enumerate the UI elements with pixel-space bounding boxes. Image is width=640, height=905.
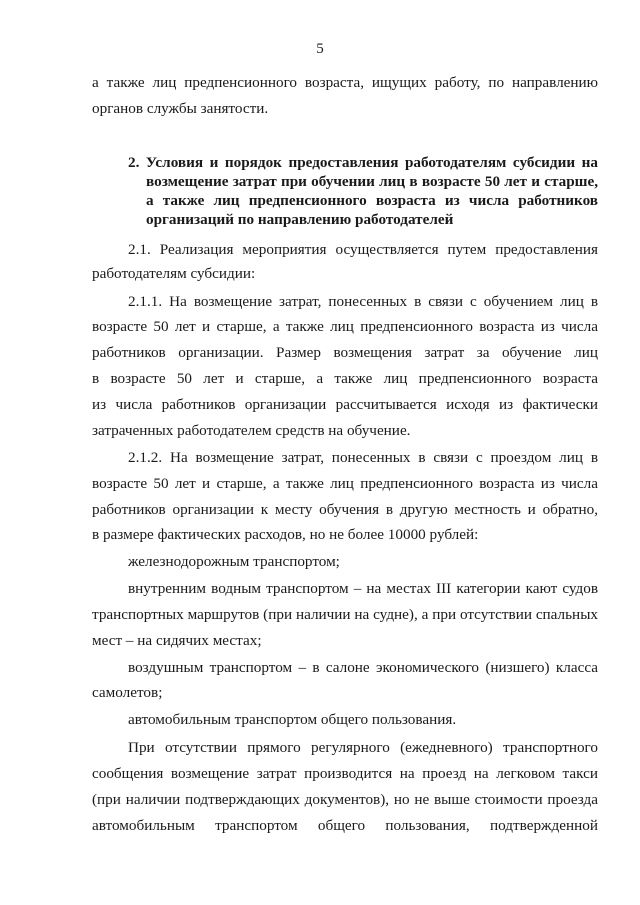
paragraph-2-1-1-line: в возрасте 50 лет и старше, а также лиц предпенсионного возраста — [92, 370, 598, 387]
paragraph-2-1-1-line: возрасте 50 лет и старше, а также лиц предпенсионного возраста из числа — [92, 318, 598, 335]
item-auto: автомобильным транспортом общего пользования. — [128, 711, 457, 728]
paragraph-taxi-line: автомобильным транспортом общего пользования, подтвержденной — [92, 817, 598, 834]
item-air-line: воздушным транспортом – в салоне экономического (низшего) класса — [128, 659, 598, 676]
paragraph-2-1-1-line: 2.1.1. На возмещение затрат, понесенных в связи с обучением лиц в — [128, 293, 598, 310]
paragraph-taxi-line: (при наличии подтверждающих документов), но не выше стоимости проезда — [92, 791, 598, 808]
intro-line: органов службы занятости. — [92, 100, 269, 117]
paragraph-taxi-line: сообщения возмещение затрат производится на проезд на легковом такси — [92, 765, 598, 782]
item-rail: железнодорожным транспортом; — [128, 553, 340, 570]
section-heading-line: а также лиц предпенсионного возраста из числа работников — [146, 192, 598, 209]
intro-line: а также лиц предпенсионного возраста, ищущих работу, по направлению — [92, 74, 598, 91]
paragraph-2-1-2-line: в размере фактических расходов, но не более 10000 рублей: — [92, 526, 479, 543]
paragraph-2-1-2-line: 2.1.2. На возмещение затрат, понесенных в связи с проездом лиц в — [128, 449, 598, 466]
item-water-line: внутренним водным транспортом – на местах III категории кают судов — [128, 580, 598, 597]
paragraph-2-1-1-line: работников организации. Размер возмещения затрат за обучение лиц — [92, 344, 598, 361]
paragraph-2-1-line: работодателям субсидии: — [92, 265, 256, 282]
paragraph-2-1-1-line: из числа работников организации рассчитывается исходя из фактически — [92, 396, 598, 413]
item-air-line: самолетов; — [92, 684, 163, 701]
paragraph-2-1-2-line: работников организации к месту обучения в другую местность и обратно, — [92, 501, 598, 518]
section-heading-line: возмещение затрат при обучении лиц в возрасте 50 лет и старше, — [146, 173, 598, 190]
section-heading-line: организаций по направлению работодателей — [146, 211, 454, 228]
paragraph-2-1-1-line: затраченных работодателем средств на обучение. — [92, 422, 411, 439]
item-water-line: транспортных маршрутов (при наличии на судне), а при отсутствии спальных — [92, 606, 598, 623]
paragraph-2-1-line: 2.1. Реализация мероприятия осуществляется путем предоставления — [128, 241, 598, 258]
section-heading-line: 2. Условия и порядок предоставления работодателям субсидии на — [128, 154, 598, 171]
paragraph-taxi-line: При отсутствии прямого регулярного (ежедневного) транспортного — [128, 739, 598, 756]
item-water-line: мест – на сидячих местах; — [92, 632, 262, 649]
paragraph-2-1-2-line: возрасте 50 лет и старше, а также лиц предпенсионного возраста из числа — [92, 475, 598, 492]
page-number: 5 — [316, 41, 324, 57]
